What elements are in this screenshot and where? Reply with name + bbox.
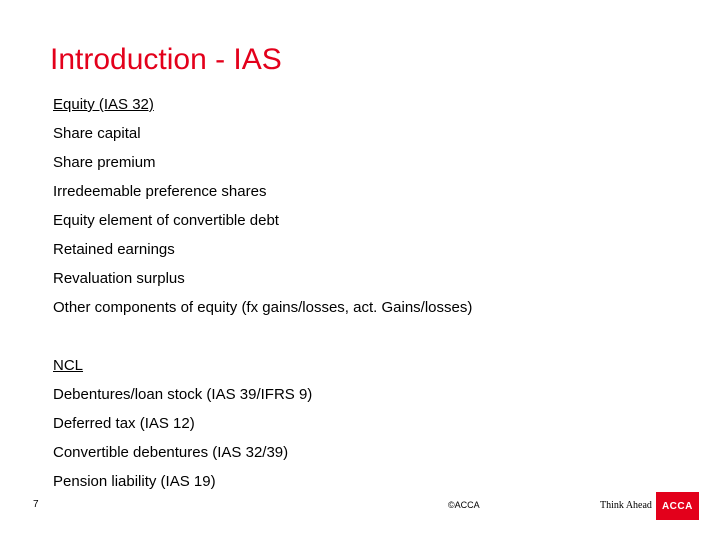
logo-brand-box: ACCA: [656, 492, 699, 520]
copyright-text: ©ACCA: [448, 500, 480, 510]
list-item: Revaluation surplus: [53, 270, 185, 287]
list-item: Retained earnings: [53, 241, 175, 258]
list-item: Debentures/loan stock (IAS 39/IFRS 9): [53, 386, 313, 403]
list-item: Share capital: [53, 125, 141, 142]
list-item: Irredeemable preference shares: [53, 183, 267, 200]
slide-title: Introduction - IAS: [50, 43, 282, 76]
section-spacer: [53, 327, 693, 356]
list-item: Deferred tax (IAS 12): [53, 415, 195, 432]
list-item: Equity element of convertible debt: [53, 212, 279, 229]
acca-logo: [600, 492, 699, 520]
list-item: Other components of equity (fx gains/losses, act. Gains/losses): [53, 299, 473, 316]
logo-tagline: Think Ahead: [600, 500, 652, 511]
section-heading-equity: Equity (IAS 32): [53, 96, 154, 113]
slide-content: [53, 95, 693, 501]
list-item: Pension liability (IAS 19): [53, 473, 216, 490]
list-item: Convertible debentures (IAS 32/39): [53, 444, 289, 461]
list-item: Share premium: [53, 154, 156, 171]
section-heading-ncl: NCL: [53, 357, 84, 374]
slide-number: 7: [33, 499, 39, 510]
